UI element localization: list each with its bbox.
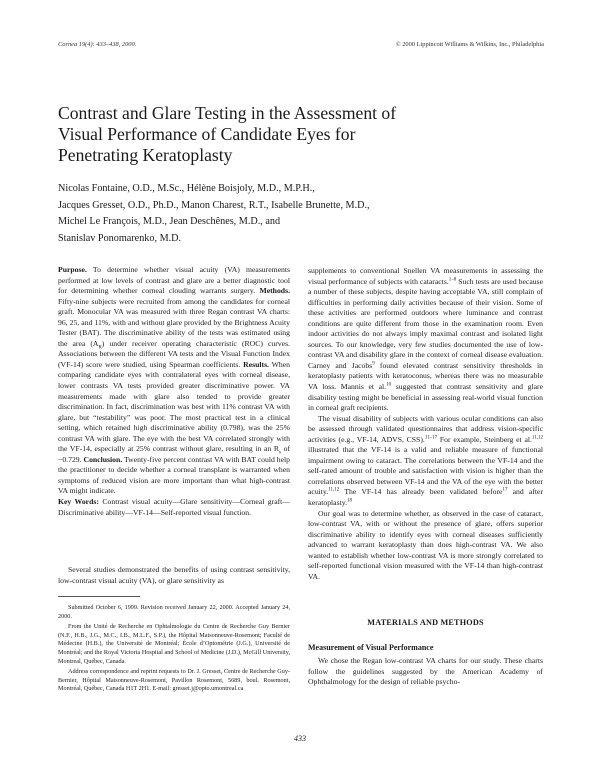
keywords-text: Contrast visual acuity—Glare sensitivity—Corneal graft—Discriminative ability—VF-14—Self-reported visual function. — [58, 497, 290, 517]
methods-paragraph — [308, 656, 543, 688]
body-paragraph: Our goal was to determine whether, as observed in the case of cataract, low-contrast VA, with or without the presence of glare, offers superior discriminative ability to identify eyes with corneal diseases sufficiently advanced to warrant keratoplasty than does high-contrast VA. We also wanted to establish whether low-contrast VA is more strongly correlated to self-reported functional vision measured with the VF-14 than high-contrast VA. — [308, 508, 543, 581]
methods-subscript: R — [98, 345, 102, 351]
body-text: supplements to conventional Snellen VA measurements in assessing the visual performance of subjects with cataracts. — [308, 266, 543, 286]
conclusion-label: Conclusion. — [83, 454, 123, 464]
reference-marker: 11,12 — [328, 487, 340, 493]
body-text: illustrated that the VF-14 is a valid and reliable measure of functional impairment owing to cataract. The correlations between the VF-14 and the self-rated amount of trouble and satisfaction with vision is higher than the correlations observed between VF-14 and the VA of the eye with the better acuity. — [308, 445, 543, 497]
body-column-right — [308, 266, 543, 582]
reference-marker: 11–17 — [424, 435, 438, 441]
footnote-submitted: Submitted October 6, 1999. Revision received January 22, 2000. Accepted January 24, 2000. — [58, 604, 290, 620]
methods-text: Fifty-nine subjects were recruited from among the candidates for corneal graft. Monocular VA was measured with three Regan contrast VA charts: 96, 25, and 11%, with and without glare provided by the Brightness Acuity Tester (BAT). The discriminative ability of the tests was estimated using the area (A — [58, 296, 290, 348]
reference-marker: 9 — [372, 361, 375, 367]
reference-marker: 18 — [347, 498, 352, 504]
body-paragraph — [308, 266, 543, 414]
body-text: The visual disability of subjects with various ocular conditions can also be assessed through validated questionnaires that address vision-specific activities (e.g., VF-14, ADVS, CSS). — [308, 413, 543, 444]
subsection-heading: Measurement of Visual Performance — [308, 643, 434, 652]
results-text: When comparing candidate eyes with contralateral eyes with corneal disease, lower contrasts VA tests provided greater discriminative power. VA measurements made with glare also tended to provide greater discrimination. In fact, discrimination was best with 11% contrast VA with glare, but “testability” was poor. The most practical test in a clinical setting, which retained high discriminative ability (0.798), was the 25% contrast VA with glare. The eye with the best VA correlated strongly with the VF-14, especially at 25% contrast without glare, resulting in an R — [58, 359, 291, 454]
purpose-label: Purpose. — [58, 265, 87, 274]
reference-marker: 11,12 — [531, 435, 543, 441]
results-subscript: s — [279, 450, 281, 456]
author-line: Stanislav Ponomarenko, M.D. — [58, 232, 182, 244]
body-text: and after keratoplasty. — [308, 487, 543, 508]
author-line: Jacques Gresset, O.D., Ph.D., Manon Charest, R.T., Isabelle Brunette, M.D., — [58, 199, 370, 211]
intro-text: Several studies demonstrated the benefits of using contrast sensitivity, low-contrast visual acuity (VA), or glare sensitivity as — [58, 565, 290, 585]
abstract — [58, 265, 290, 518]
copyright-notice: © 2000 Lippincott Williams & Wilkins, Inc., Philadelphia — [395, 41, 544, 48]
purpose-text: To determine whether visual acuity (VA) measurements performed at low levels of contrast and glare are a better diagnostic tool for determining whether corneal clouding warrants surgery. — [58, 265, 290, 296]
footnote-divider — [58, 596, 140, 597]
body-text: The VF-14 has already been validated before — [339, 487, 503, 497]
body-text: found elevated contrast sensitivity thresholds in keratoplasty patients with keratoconus, whereas there was no measurable VA loss. Mannis et al. — [308, 360, 543, 392]
methods-label: Methods. — [259, 286, 290, 296]
page-number: 433 — [294, 734, 306, 743]
reference-marker: 10 — [386, 382, 392, 388]
footnote-affiliations: From the Unité de Recherche en Ophtalmologie du Centre de Recherche Guy Bernier (N.F., H.B., J.G., M.C., I.B., M.L.F., S.P.), the Hôpital Maisonneuve-Rosemont; Faculté de Médecine (H.B.), the Université de Montréal; École d’Optométrie (J.G.), Université de Montréal; and the Royal Victoria Hospital and School of Medicine (J.D.), McGill University, Montreal, Québec, Canada. — [58, 623, 290, 665]
conclusion-text: Twenty-five percent contrast VA with BAT could help the practitioner to decide whether a corneal transplant is warranted when symptoms of reduced vision are more important than what high-contrast VA might indicate. — [58, 454, 290, 496]
body-text: suggested that contrast sensitivity and glare disability testing might be beneficial in assessing real-world visual function in corneal graft recipients. — [308, 382, 543, 413]
methods-text-cont: ) under receiver operating characteristic (ROC) curves. Associations between the different VA tests and the Visual Function Index (VF-14) score were studied, using Spearman coefficients. — [58, 338, 290, 369]
author-line: Michel Le François, M.D., Jean Deschênes, M.D., and — [58, 216, 281, 227]
keywords-label: Key Words: — [58, 497, 99, 507]
footnotes — [58, 604, 290, 696]
results-label: Results. — [243, 359, 269, 369]
journal-citation: Cornea 19(4): 433–438, 2000. — [58, 41, 137, 48]
reference-marker: 1–8 — [448, 276, 457, 282]
reference-marker: 17 — [502, 487, 508, 493]
body-text: We chose the Regan low-contrast VA charts for our study. These charts follow the guidelines suggested by the American Academy of Ophthalmology for the design of reliable psycho- — [308, 656, 543, 687]
article-title: Contrast and Glare Testing in the Assessment of Visual Performance of Candidate Eyes for Penetrating Keratoplasty — [58, 103, 397, 165]
author-list — [58, 181, 488, 247]
results-text-cont: of −0.729. — [58, 444, 291, 464]
section-heading: MATERIALS AND METHODS — [367, 618, 484, 627]
intro-paragraph — [58, 565, 290, 586]
author-line: Nicolas Fontaine, O.D., M.Sc., Hélène Boisjoly, M.D., M.P.H., — [58, 183, 315, 194]
body-paragraph — [308, 414, 543, 509]
body-text: For example, Steinberg et al. — [437, 434, 532, 444]
body-text: Such tests are used because a number of these subjects, despite having acceptable VA, still complain of difficulties in performing daily activities because of their vision. Some of these activities are performed outdoors where luminance and contrast conditions are quite different from those in the examination room. Even indoor activities do not always imply maximal contrast and isolated light sources. To our knowledge, very few studies documented the use of low-contrast VA and disability glare in the context of corneal disease evaluation. Carney and Jacobs — [308, 276, 543, 370]
footnote-correspondence: Address correspondence and reprint requests to Dr. J. Gresset, Centre de Recherche Guy-Bernier, Hôpital Maisonneuve-Rosemont, Pavillon Rosemont, 5689, boul. Rosemont, Montréal, Québec, Canada H1T 2H1. E-mail: gresset.j@opto.umontreal.ca — [58, 668, 290, 693]
